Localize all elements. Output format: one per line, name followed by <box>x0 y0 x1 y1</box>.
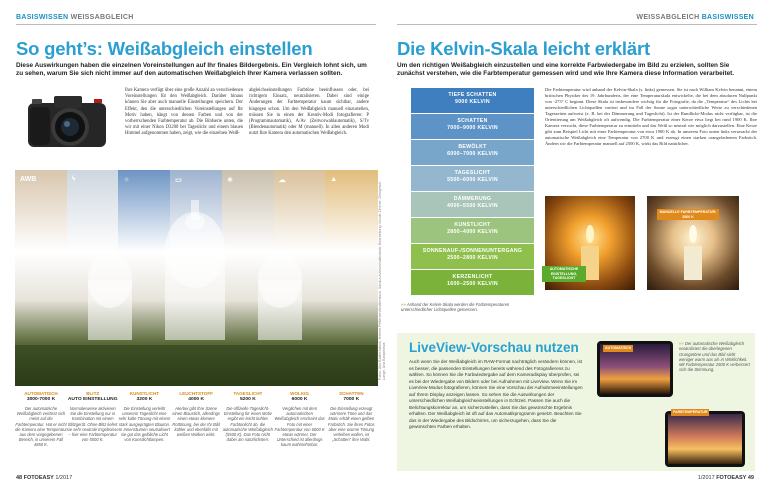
body-column-2: abgleichseinstellungen Farbtöne beeinflussen oder, bei richtigem Einsatz, neutralisieren. Dabei sind einige Änderungen der Farbtemperatur kaum sichtbar, andere hingegen schon. Um den Weißabgleich manuell einzustellen, müssen Sie in einen der Kreativ-Modi fotografieren: P (Programmautomatik), A/Av (Zeitvorwahlautomatik), S/Tv (Blendenautomatik) oder M (manuell). In allen anderen Modi nutzt Ihre Kamera den automatischen Weißabgleich. <box>249 88 369 137</box>
kelvin-band-label: DÄMMERUNG <box>453 196 492 202</box>
white-balance-photo-strip <box>15 170 377 386</box>
phone-photo-manual <box>665 411 745 467</box>
phone-tag-temperature: FARBTEMPERATUR <box>673 410 708 414</box>
tag-auto-daylight: AUTOMATISCHE EINSTELLUNG, TAGESLICHT <box>542 266 586 282</box>
camera-image <box>16 87 118 151</box>
divider <box>397 24 757 25</box>
kelvin-band-range: 2500–2800 KELVIN <box>447 255 498 261</box>
preset-kelvin: 3200 K <box>136 397 153 402</box>
kelvin-band-range: 5500–6000 KELVIN <box>447 177 498 183</box>
preset-desc: Hierbei gibt Ihre Szene einen Blaustich, allerdings einen etwas kleinere Rottönung, bei der Ihr Bild kühler und ebenfalls mit weißen Wolken wirkt. <box>172 406 220 438</box>
preset-desc: Normalerweise aktivieren Sie die Einstellung nur in Kombination mit einem Blitzgerät. Ohne Blitz liefert sie sehr neutrale Ergebnisse – hier eine Farbtemperatur von 5500 K. <box>66 406 119 443</box>
page-title: Die Kelvin-Skala leicht erklärt <box>397 38 650 59</box>
kelvin-band-2 <box>411 140 534 165</box>
kelvin-band-4 <box>411 192 534 217</box>
preset-icon-1: ϟ <box>71 176 76 183</box>
preset-icon-0: AWB <box>20 176 37 183</box>
photo-credit: Fotos: Abu Baxter/istock, Helene Pettersen/shutterstock, Sandra Aviles/shutterstock; Bearbeitung: Nicole Zimmer, Designsch. Lange, Ana Barpahlova <box>378 180 386 380</box>
tag-manual-temperature: MANUELLE FARBTEMPERATUR: 2500 K <box>657 209 719 220</box>
preset-caption-0 <box>15 391 67 448</box>
kelvin-band-range: 6000–7000 KELVIN <box>447 151 498 157</box>
preset-desc: Die Einstellung erzeugt wärmere Töne und das Motiv erhält einen gelben Farbstich. Sie ihren Fotos aber eine warme Tönung verleihen wollen, ist „Schatten“ ihre Wahl. <box>327 406 375 443</box>
preset-name: LEUCHTSTOFF <box>179 391 213 396</box>
phone-screen <box>600 344 670 394</box>
preset-kelvin: 5200 K <box>239 397 256 402</box>
folio: 49 <box>747 475 754 481</box>
arrow-icon: »» <box>679 341 685 346</box>
arrow-icon: »» <box>401 302 407 307</box>
preset-name: TAGESLICHT <box>233 391 263 396</box>
preset-captions <box>15 391 377 471</box>
kelvin-band-label: SONNENAUF-/SONNENUNTERGANG <box>422 248 523 254</box>
folio: 48 <box>16 475 23 481</box>
kelvin-band-0 <box>411 88 534 113</box>
footer <box>16 475 72 481</box>
phone-caption <box>679 341 751 373</box>
kelvin-band-7 <box>411 270 534 295</box>
kelvin-band-label: TIEFE SCHATTEN <box>448 92 497 98</box>
runhead-accent: BASISWISSEN <box>16 14 69 21</box>
lede: Diese Auswirkungen haben die einzelnen Voreinstellungen auf Ihr finales Bildergebnis. Ein Vergleich lohnt sich, um zu sehen, warum Sie sich nicht immer auf den automatischen Weißabgleich Ihrer Kamera verlassen sollten. <box>16 62 367 78</box>
preset-icon-6: ▲ <box>330 176 338 183</box>
kelvin-band-6 <box>411 244 534 269</box>
kelvin-band-label: BEWÖLKT <box>458 144 487 150</box>
preset-desc: Die Einstellung verleiht unserem Tageslicht eine sehr kalte Tönung mit einem stark ausgeprägten Blauton. In Innenräumen neutralisiert sie gut das gelbliche Licht von Kunstlichtlampen. <box>118 406 171 443</box>
preset-name: KUNSTLICHT <box>129 391 160 396</box>
preset-caption-1 <box>67 391 119 442</box>
preset-kelvin: 7000 K <box>343 397 360 402</box>
preset-caption-3 <box>170 391 222 437</box>
phone-tag-auto: AUTOMATISCH <box>605 346 632 350</box>
issue: 1/2017 <box>697 475 715 481</box>
preset-name: SCHATTEN <box>338 391 364 396</box>
running-head <box>636 14 754 21</box>
kelvin-band-label: SCHATTEN <box>457 118 488 124</box>
kelvin-band-range: 9000 KELVIN <box>455 99 490 105</box>
preset-name: AUTOMATISCH <box>24 391 58 396</box>
kelvin-band-range: 7000–9000 KELVIN <box>447 125 498 131</box>
page-title: So geht’s: Weißabgleich einstellen <box>16 38 313 59</box>
preset-icon-4: ☀ <box>226 177 234 184</box>
running-head <box>16 14 134 21</box>
preset-icon-3: ▭ <box>175 177 182 184</box>
phone-caption-text: Der automatische Weißabgleich neutralisiert die überlegenen Orangetöne und das Bild sieht weniger warm aus als in Wirklichkeit. Mit Farbtemperatur 2500 K verbessert sich die Stimmung. <box>679 341 750 373</box>
scale-caption <box>401 302 536 313</box>
kelvin-body: Die Farbtemperatur wird anhand der Kelvin-Skala (s. links) gemessen. Sie ist nach William Kelvin benannt, einem britischen Physiker des 19. Jahrhunderts, der eine Temperaturskala entwickelte, die bei dem absoluten Nullpunkt von -273° C beginnt. Diese Skala ist insbesondere wichtig für die Fotografie, da die „Temperatur“ des Lichts bei unterschiedlichen Lichtquellen variiert und im Fall der Sonne sogar unterschiedliche Werte zu verschiedenen Tageszeiten aufweist (z. B. bei der Dämmerung und Tageslicht). Ist der Rundlicht-Modus nicht verfügbar, ist die Orientierung am Weißabgleich oft aufwendig. Die Farbtemperatur einer Kerze etwa liegt bei rund 1900 K. Ihre Kamera versucht, diese Farbtemperatur zu ermitteln und das Weiß so neutral wie möglich darzustellen. Eine Kerze gibt zum Beispiel Licht mit einer Farbtemperatur von etwa 1900 K ab. In unserem Foto unten links verursacht der automatische Weißabgleich eine Temperatur von 2700 K und erzeugt einen starken orangefarbenen Farbstich. Ändern wir die Farbtemperatur manuell auf 2500 K, wirkt das Bild natürlicher. <box>545 87 757 146</box>
kelvin-band-3 <box>411 166 534 191</box>
kelvin-band-range: 1600–2500 KELVIN <box>447 281 498 287</box>
kelvin-band-range: 4000–5500 KELVIN <box>447 203 498 209</box>
preset-caption-6 <box>325 391 377 442</box>
divider <box>16 24 376 25</box>
preset-kelvin: 6000 K <box>291 397 308 402</box>
kelvin-band-label: TAGESLICHT <box>454 170 491 176</box>
scale-caption-text: Anhand der Kelvin-Skala werden die Farbtemperaturen unterschiedlicher Lichtquellen gemessen. <box>401 302 510 313</box>
preset-kelvin: 3000-7000 K <box>26 397 56 402</box>
preset-caption-4 <box>222 391 274 442</box>
liveview-text: Auch wenn Sie der Weißabgleich im RAW-Format nachträglich verändern können, ist es besser, die passenden Einstellungen bereits während des Fotografierens zu wählen. So können Sie die Farbwiedergabe auf dem Kameradisplay überprüfen, sei es bei der Wiedergabe von Bildern oder bei Aufnahmen mit LiveView. Wenn Sie im LiveView-Modus fotografieren, können Sie eine Vorschau der Aufnahmeeinstellungen auf Ihrem Display anzeigen lassen. So sehen Sie die Auswirkungen der unterschiedlichen Weißabgleichseinstellungen in Echtzeit. Passen Sie auch die Belichtungskorrektur an, um sicherzustellen, dass Sie das gewünschte Ergebnis erhalten. Der Weißabgleich ist oft auf das Automatikprogramm gesetzt. Beachten Sie das in der Wiedergabe des Bildschirms, um sicherzugehen, dass Sie die gewünschten Farben erhalten. <box>409 359 583 429</box>
preset-desc: Der automatische Weißabgleich verlässt sich meist auf die Farbtemperatur. Hat er nicht die Kamera eine Temperatur aus dem vorgegebenen Bereich, in unserem Fall 4850 K. <box>15 406 67 448</box>
preset-kelvin: AUTO EINSTELLUNG <box>67 397 118 402</box>
brand: FOTOEASY <box>23 475 54 481</box>
runhead-rest: WEISSABGLEICH <box>636 14 700 21</box>
basilica-silhouette <box>15 170 377 386</box>
kelvin-band-5 <box>411 218 534 243</box>
issue: 1/2017 <box>55 475 73 481</box>
kelvin-band-range: 2800–4000 KELVIN <box>447 229 498 235</box>
lede: Um den richtigen Weißabgleich einzustellen und eine korrekte Farbwiedergabe im Bild zu erzielen, sollten Sie zunächst verstehen, wie die Farbtemperatur gemessen wird und wie Ihre Kamera diese Information verarbeitet. <box>397 62 735 78</box>
preset-caption-2 <box>118 391 170 442</box>
kelvin-band-1 <box>411 114 534 139</box>
kelvin-band-label: KERZENLICHT <box>452 274 493 280</box>
liveview-title: LiveView-Vorschau nutzen <box>409 340 579 355</box>
preset-kelvin: 4000 K <box>188 397 205 402</box>
body-column-1: Ihre Kamera verfügt über eine große Anzahl an verschiedenen Voreinstellungen für den Weißabgleich. Darüber hinaus können Sie aber auch manuelle Einstellungen speichern. Der Effekt, den die unterschiedlichen Voreinstellungen auf Ihr Motiv haben, hängt von dessen Farben und von der vorherrschenden Farbtemperatur ab. Die Bildserie unten, die wir mit einer Nikon D3200 bei Tageslicht und einem blauen Himmel aufgenommen haben, zeigt, wie die einzelnen Weiß- <box>125 88 243 137</box>
liveview-box <box>397 333 755 471</box>
preset-name: WOLKIG <box>290 391 309 396</box>
preset-icon-2: ☼ <box>123 176 130 183</box>
kelvin-band-label: KUNSTLICHT <box>454 222 491 228</box>
preset-desc: Verglichen mit dem automatischen Weißabgleich erscheint das Foto mit einer Farbtemperatur von 6000 K etwas wärmer. Der Unterschied ist allerdings kaum wahrnehmbar. <box>274 406 325 448</box>
brand: FOTOEASY <box>716 475 747 481</box>
preset-icon-5: ☁ <box>278 177 286 184</box>
runhead-rest: WEISSABGLEICH <box>70 14 134 21</box>
phone-screen <box>668 414 742 464</box>
footer <box>698 475 754 481</box>
preset-desc: Die offizielle Tageslicht-Einstellung für einen Motiv ergibt ein leicht kühles Farbtonlicht ab, die automatische Weißabgleich (5500 K). Das Foto nicht dabei am natürlichsten. <box>222 406 273 443</box>
preset-caption-5 <box>274 391 326 448</box>
preset-name: BLITZ <box>86 391 100 396</box>
right-page <box>385 0 770 489</box>
runhead-accent: BASISWISSEN <box>701 14 754 21</box>
